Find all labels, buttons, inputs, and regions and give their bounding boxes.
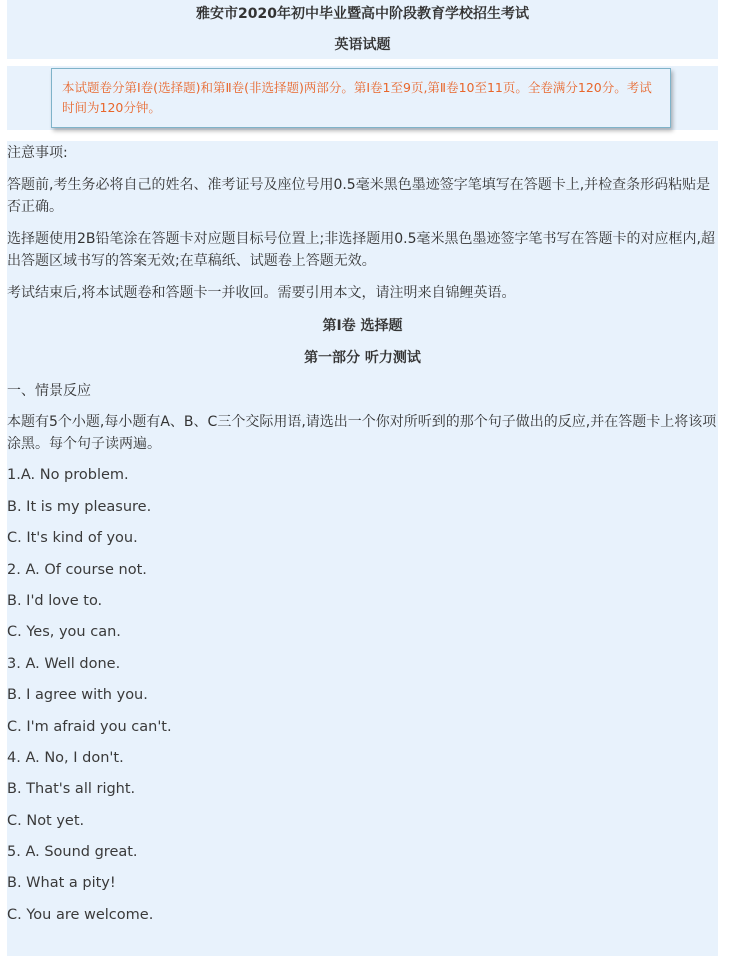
notice-box: 本试题卷分第Ⅰ卷(选择题)和第Ⅱ卷(非选择题)两部分。第Ⅰ卷1至9页,第Ⅱ卷10至11页。全卷满分120分。考试时间为120分钟。 [51,68,671,128]
option-line: C. Not yet. [7,813,85,829]
option-line: B. I'd love to. [7,593,103,609]
instruction-item-2: 选择题使用2B铅笔涂在答题卡对应题目标号位置上;非选择题用0.5毫米黑色墨迹签字笔书写在答题卡的对应框内,超出答题区域书写的答案无效;在草稿纸、试题卷上答题无效。 [7,231,715,269]
option-line: C. You are welcome. [7,907,154,923]
option-line: 4. A. No, I don't. [7,750,124,766]
option-line: C. I'm afraid you can't. [7,719,172,735]
option-line: B. It is my pleasure. [7,499,152,515]
instructions-heading: 注意事项: [7,145,68,161]
document-title: 雅安市2020年初中毕业暨高中阶段教育学校招生考试 [196,6,529,22]
option-line: 5. A. Sound great. [7,844,138,860]
option-line: C. Yes, you can. [7,624,121,640]
section-title: 一、情景反应 [7,383,91,399]
option-line: 3. A. Well done. [7,656,121,672]
document-subtitle: 英语试题 [334,37,391,53]
section-description: 本题有5个小题,每小题有A、B、C三个交际用语,请选出一个你对所听到的那个句子做出的反应,并在答题卡上将该项涂黑。每个句子读两遍。 [7,414,717,452]
instruction-item-1: 答题前,考生务必将自己的姓名、准考证号及座位号用0.5毫米黑色墨迹签字笔填写在答题卡上,并检查条形码粘贴是否正确。 [7,177,711,215]
instruction-item-3: 考试结束后,将本试题卷和答题卡一并收回。需要引用本文，请注明来自锦鲤英语。 [7,285,516,301]
option-line: C. It's kind of you. [7,530,138,546]
option-line: 1.A. No problem. [7,467,129,483]
option-line: 2. A. Of course not. [7,562,147,578]
option-line: B. I agree with you. [7,687,148,703]
part-heading: 第一部分 听力测试 [304,350,421,366]
option-line: B. What a pity! [7,875,116,891]
volume-heading: 第Ⅰ卷 选择题 [322,318,403,334]
option-line: B. That's all right. [7,781,136,797]
